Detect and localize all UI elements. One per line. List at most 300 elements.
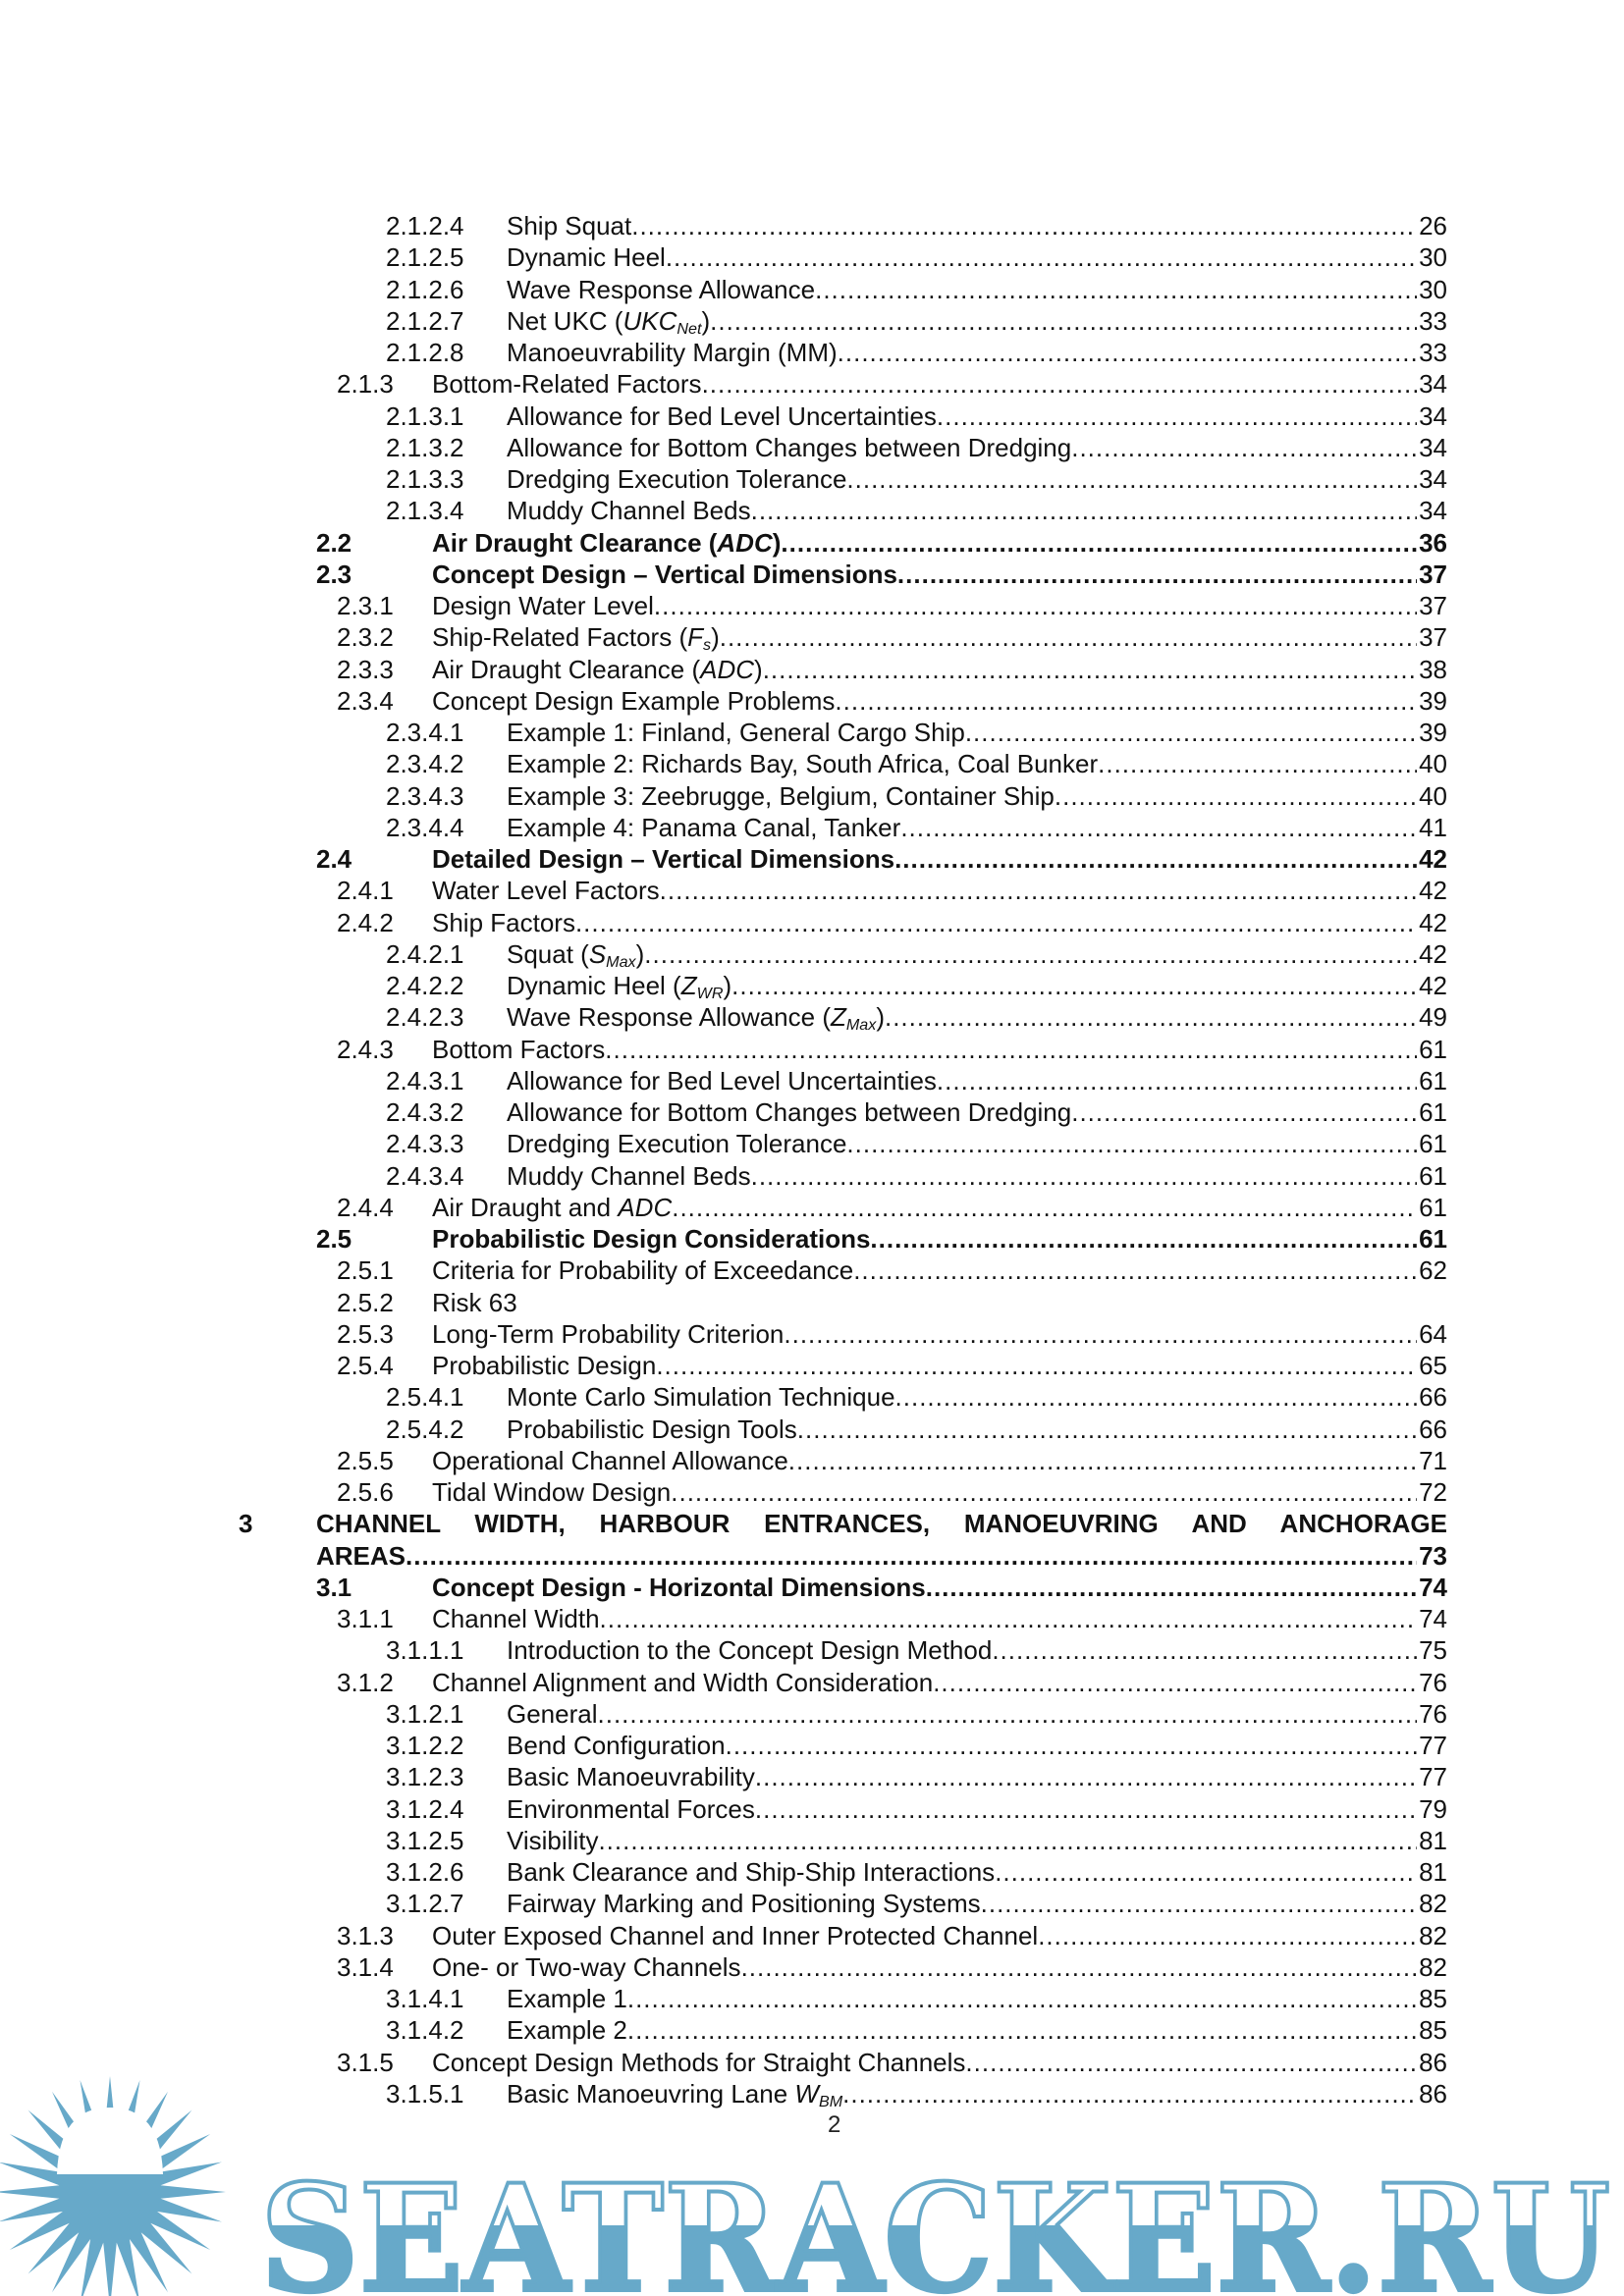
entry-title-text: Dynamic Heel [507,242,666,273]
entry-page: 85 [1419,1984,1447,2013]
entry-page: 74 [1419,1604,1447,1633]
symbol: ADC [618,1192,673,1222]
toc-entry[interactable] [0,875,1624,906]
dot-leader [965,717,1417,748]
entry-title-text: Example 4: Panama Canal, Tanker [507,812,901,842]
entry-page: 36 [1419,527,1447,558]
entry-page: 76 [1419,1667,1447,1697]
entry-line [507,241,1447,273]
entry-line [507,400,1447,432]
entry-title [432,875,660,906]
entry-line [507,1983,1447,2014]
entry-line [507,812,1447,843]
entry-title [507,970,731,1001]
entry-title [432,685,835,717]
entry-page: 37 [1419,559,1447,589]
toc-entry[interactable] [0,1476,1624,1508]
entry-number: 3.1.4.1 [386,1984,464,2013]
dot-leader [710,305,1417,337]
toc-entry[interactable] [0,780,1624,812]
entry-page: 79 [1419,1793,1447,1824]
toc-entry[interactable] [0,621,1624,653]
entry-title-end: ) [723,971,732,1000]
dot-leader [666,241,1417,273]
entry-title-text: Dynamic Heel ( [507,971,681,1000]
symbol: W [794,2078,819,2109]
entry-number: 2.4 [316,844,352,874]
entry-page: 34 [1419,369,1447,400]
entry-page: 61 [1419,1034,1447,1064]
entry-title-text: Dredging Execution Tolerance [507,1129,847,1159]
entry-line [507,1160,1447,1192]
entry-title-text: Squat ( [507,938,589,969]
entry-number: 3.1.3 [337,1920,394,1950]
toc-entry[interactable] [0,337,1624,368]
entry-title [432,1951,741,1983]
toc-entry[interactable] [0,1825,1624,1856]
entry-line [432,1572,1447,1603]
entry-title-text: Concept Design – Vertical Dimensions [432,559,897,589]
entry-title-text: Ship Factors [432,907,575,937]
entry-title [507,463,846,495]
entry-page: 41 [1419,812,1447,842]
entry-title-text: Basic Manoeuvring Lane [507,2078,795,2109]
entry-page: 34 [1419,432,1447,462]
entry-title [507,1414,797,1445]
entry-page: 33 [1419,305,1447,336]
symbol: F [687,622,703,653]
toc-entry[interactable] [0,1572,1624,1603]
symbol: ADC [700,654,755,684]
toc-entry[interactable] [0,463,1624,495]
entry-title-text: Air Draught and [432,1192,619,1222]
dot-leader [627,2014,1417,2046]
symbol-subscript: BM [818,2092,843,2110]
entry-title [507,1698,598,1730]
entry-number: 2.3.4.1 [386,718,464,747]
entry-title [507,1381,895,1413]
entry-title [507,748,1098,779]
dot-leader [755,1761,1417,1792]
entry-number: 3.1.2.7 [386,1889,464,1919]
toc-entry[interactable] [0,527,1624,559]
symbol: Z [680,971,697,1000]
entry-number: 2.1.2.6 [386,274,464,304]
entry-number: 2.5.1 [337,1255,394,1286]
dot-leader [784,1318,1417,1350]
entry-title [507,495,751,526]
entry-page: 81 [1419,1857,1447,1887]
toc-entry[interactable] [0,1287,1624,1318]
entry-line [507,1634,1447,1666]
symbol-subscript: Max [606,952,636,971]
entry-number: 2.4.2.1 [386,938,464,969]
entry-line [432,907,1447,938]
entry-title [507,1888,981,1919]
toc-entry[interactable] [0,1793,1624,1825]
entry-number: 3.1.2.2 [386,1731,464,1760]
dot-leader [598,1825,1417,1856]
entry-page: 37 [1419,591,1447,620]
toc-entry[interactable] [0,1761,1624,1792]
entry-number: 2.4.2.2 [386,971,464,1000]
entry-page: 33 [1419,338,1447,367]
entry-title [432,1287,517,1318]
toc-entry[interactable] [0,1856,1624,1888]
entry-line [507,495,1447,526]
entry-title [507,717,965,748]
entry-page: 72 [1419,1477,1447,1507]
toc-entry[interactable] [0,1414,1624,1445]
entry-number: 2.4.3 [337,1034,394,1064]
toc-entry[interactable] [0,843,1624,875]
entry-page: 82 [1419,1951,1447,1982]
entry-line [432,1192,1447,1223]
entry-number: 2.1.2.8 [386,338,464,367]
toc-entry[interactable] [0,590,1624,621]
entry-page: 34 [1419,400,1447,431]
watermark-logo [0,2056,1624,2296]
toc-entry[interactable] [0,1983,1624,2014]
entry-number: 2.3.4.3 [386,780,464,811]
toc-entry[interactable] [0,1318,1624,1350]
toc-chapter-entry[interactable] [0,1508,1624,1539]
entry-title [507,1761,755,1792]
dot-leader [870,1223,1417,1255]
entry-title [507,1001,885,1033]
entry-line [432,1255,1447,1286]
toc-entry[interactable] [0,400,1624,432]
dot-leader [720,621,1417,653]
entry-title [507,938,644,970]
entry-line [432,590,1447,621]
entry-title-text: Ship-Related Factors ( [432,622,688,653]
toc-entry[interactable] [0,1445,1624,1476]
entry-page: 30 [1419,274,1447,304]
entry-number: 2.1.3.1 [386,400,464,431]
entry-title-text: Basic Manoeuvrability [507,1762,755,1792]
entry-line [507,1414,1447,1445]
toc-entry[interactable] [0,1634,1624,1666]
entry-number: 2.3.1 [337,591,394,620]
dot-leader [726,1730,1417,1761]
entry-line [432,1667,1447,1698]
toc-entry[interactable] [0,1350,1624,1381]
entry-page: 30 [1419,242,1447,273]
entry-number: 3.1.2.4 [386,1793,464,1824]
entry-number: 3.1 [316,1572,352,1602]
entry-number: 2.1.2.4 [386,211,464,240]
entry-number: 2.3.4 [337,685,394,716]
entry-title [507,1793,755,1825]
entry-number: 2.5.4.1 [386,1382,464,1413]
entry-line [507,1825,1447,1856]
entry-line [432,527,1447,559]
toc-entry[interactable] [0,1730,1624,1761]
toc-entry[interactable] [0,1698,1624,1730]
entry-number: 2.1.2.5 [386,242,464,273]
toc-entry[interactable] [0,654,1624,685]
toc-entry[interactable] [0,1065,1624,1096]
entry-title [432,1603,600,1634]
dot-leader [644,938,1417,970]
entry-title-text: Bend Configuration [507,1731,726,1760]
toc-entry[interactable] [0,368,1624,400]
entry-title-symbol [687,622,712,655]
toc-entry[interactable] [0,1001,1624,1033]
entry-line [507,1856,1447,1888]
entry-line [432,685,1447,717]
entry-title-text: Visibility [507,1825,599,1855]
entry-page: 66 [1419,1414,1447,1444]
dot-leader [1038,1920,1417,1951]
entry-title-text: General [507,1698,598,1729]
entry-title-end: ) [754,654,763,684]
toc-entry[interactable] [0,241,1624,273]
entry-number: 2.4.1 [337,876,394,906]
entry-title-text: Concept Design Example Problems [432,685,836,716]
toc-entry[interactable] [0,1096,1624,1128]
entry-line [432,1603,1447,1634]
entry-page: 42 [1419,876,1447,906]
toc-entry[interactable] [0,1951,1624,1983]
entry-line [507,463,1447,495]
toc-entry[interactable] [0,1920,1624,1951]
toc-entry[interactable] [0,1888,1624,1919]
entry-page: 61 [1419,1097,1447,1127]
toc-entry[interactable] [0,1255,1624,1286]
entry-line [432,1476,1447,1508]
entry-page: 73 [1419,1540,1447,1571]
entry-line [316,1540,1447,1572]
entry-line [507,1888,1447,1919]
sun-icon [0,2076,226,2296]
entry-title [507,1983,627,2014]
entry-title-continued: AREAS [316,1540,406,1571]
toc-entry[interactable] [0,274,1624,305]
entry-page: 65 [1419,1351,1447,1380]
toc-entry[interactable] [0,1603,1624,1634]
entry-title-symbol [618,1193,672,1222]
dot-leader [1071,1096,1417,1128]
entry-number: 2.3.2 [337,622,394,653]
toc-entry[interactable] [0,907,1624,938]
toc-entry[interactable] [0,1160,1624,1192]
entry-line [432,1350,1447,1381]
entry-title [432,621,720,653]
entry-title-text: Fairway Marking and Positioning Systems [507,1889,981,1919]
symbol: ADC [717,527,773,558]
entry-page: 74 [1419,1572,1447,1602]
entry-number: 2.4.3.1 [386,1065,464,1095]
entry-number: 2.5.3 [337,1318,394,1349]
entry-title-text: Example 3: Zeebrugge, Belgium, Container Ship [507,780,1055,811]
entry-title [432,1350,656,1381]
toc-entry[interactable] [0,685,1624,717]
entry-line [507,1761,1447,1792]
dot-leader [751,495,1417,526]
entry-number: 2.5.2 [337,1287,394,1317]
entry-line [432,843,1447,875]
entry-page: 61 [1419,1192,1447,1222]
entry-title-symbol [680,971,724,1003]
entry-title-end: ) [711,622,720,653]
toc-entry[interactable] [0,1667,1624,1698]
entry-line [432,1287,1447,1318]
dot-leader [894,843,1417,875]
dot-leader [846,1128,1417,1159]
toc-entry[interactable] [0,1192,1624,1223]
entry-line [507,274,1447,305]
entry-title-text: Allowance for Bed Level Uncertainties [507,1065,937,1095]
entry-line [507,1698,1447,1730]
entry-title-symbol [717,528,772,558]
symbol: S [588,938,607,969]
entry-number: 3.1.2.1 [386,1698,464,1729]
entry-title-text: Probabilistic Design Considerations [432,1224,871,1254]
toc-entry[interactable] [0,2014,1624,2046]
entry-title-text: Air Draught Clearance ( [432,527,718,558]
entry-title [432,590,654,621]
entry-title [432,1318,784,1350]
entry-title [507,337,838,368]
entry-page: 75 [1419,1635,1447,1666]
dot-leader [788,1445,1417,1476]
entry-title [432,654,763,685]
entry-line [507,717,1447,748]
entry-line [507,1381,1447,1413]
table-of-contents [0,210,1624,2109]
entry-title [507,1160,751,1192]
entry-title [432,1192,672,1223]
dot-leader [981,1888,1417,1919]
entry-title [432,1476,671,1508]
toc-chapter-entry-continued[interactable] [0,1540,1624,1572]
toc-entry[interactable] [0,210,1624,241]
toc-entry[interactable] [0,1034,1624,1065]
toc-entry[interactable] [0,559,1624,590]
entry-title [507,1634,992,1666]
entry-page: 77 [1419,1731,1447,1760]
entry-page: 40 [1419,749,1447,779]
entry-page: 86 [1419,2078,1447,2109]
entry-title-text: Manoeuvrability Margin (MM) [507,338,838,367]
dot-leader [937,1065,1417,1096]
toc-entry[interactable] [0,748,1624,779]
entry-title-text: One- or Two-way Channels [432,1951,741,1982]
entry-page: 42 [1419,907,1447,937]
entry-title-text: Outer Exposed Channel and Inner Protected Channel [432,1920,1039,1950]
entry-number: 2.4.4 [337,1192,394,1222]
entry-number: 3.1.4 [337,1951,394,1982]
dot-leader [763,654,1417,685]
dot-leader [846,463,1417,495]
symbol-subscript: Max [845,1016,877,1035]
entry-page: 26 [1419,211,1447,240]
entry-line [432,559,1447,590]
entry-title-text: Allowance for Bottom Changes between Dredging [507,1097,1072,1127]
entry-page: 77 [1419,1762,1447,1792]
entry-number: 2.4.3.4 [386,1160,464,1191]
entry-number: 2.2 [316,527,352,558]
entry-title-text: Risk 63 [432,1287,517,1317]
entry-line [507,938,1447,970]
entry-title [432,1223,870,1255]
dot-leader [654,590,1417,621]
entry-title-text: Design Water Level [432,591,654,620]
dot-leader [627,1983,1417,2014]
entry-title-text: Bank Clearance and Ship-Ship Interactions [507,1857,996,1887]
entry-title [432,527,781,559]
entry-title-end: ) [772,527,782,558]
entry-title-text: Example 2 [507,2015,627,2046]
entry-line [432,1223,1447,1255]
entry-title-text: Channel Alignment and Width Consideration [432,1667,934,1697]
entry-line [507,305,1447,337]
entry-line [432,875,1447,906]
entry-line [432,1951,1447,1983]
entry-number: 2.4.2.3 [386,1002,464,1033]
entry-title-text: Muddy Channel Beds [507,1160,751,1191]
toc-entry[interactable] [0,1381,1624,1413]
entry-title [507,241,666,273]
dot-leader [992,1634,1417,1666]
entry-page: 49 [1419,1002,1447,1033]
entry-page: 81 [1419,1825,1447,1855]
toc-entry[interactable] [0,432,1624,463]
dot-leader [598,1698,1418,1730]
entry-title [432,1572,926,1603]
entry-page: 37 [1419,622,1447,653]
entry-title-text: Muddy Channel Beds [507,496,751,526]
dot-leader [1055,780,1417,812]
entry-number: 2.5.4.2 [386,1414,464,1444]
entry-title [432,1920,1038,1951]
toc-entry[interactable] [0,1223,1624,1255]
toc-entry[interactable] [0,812,1624,843]
dot-leader [741,1951,1418,1983]
toc-entry[interactable] [0,495,1624,526]
toc-entry[interactable] [0,717,1624,748]
toc-entry[interactable] [0,1128,1624,1159]
toc-entry[interactable] [0,305,1624,337]
entry-line [507,337,1447,368]
entry-title-symbol [830,1002,877,1035]
entry-title [432,907,575,938]
entry-title-text: Channel Width [432,1604,600,1633]
toc-entry[interactable] [0,970,1624,1001]
dot-leader [900,812,1417,843]
entry-line [507,1001,1447,1033]
entry-line [432,654,1447,685]
entry-line [432,621,1447,653]
entry-title-text: Concept Design - Horizontal Dimensions [432,1572,926,1602]
entry-title-text: Detailed Design – Vertical Dimensions [432,844,895,874]
entry-page: 39 [1419,718,1447,747]
entry-title-text: Allowance for Bottom Changes between Dredging [507,432,1072,462]
entry-line [432,1034,1447,1065]
entry-title-text: Example 1 [507,1984,627,2013]
entry-title [507,1128,846,1159]
entry-line [507,748,1447,779]
entry-title [432,368,702,400]
entry-title [507,780,1055,812]
dot-leader [815,274,1417,305]
toc-entry[interactable] [0,938,1624,970]
entry-page: 66 [1419,1382,1447,1413]
entry-number: 2.3 [316,559,352,589]
entry-title-text: Bottom Factors [432,1034,606,1064]
